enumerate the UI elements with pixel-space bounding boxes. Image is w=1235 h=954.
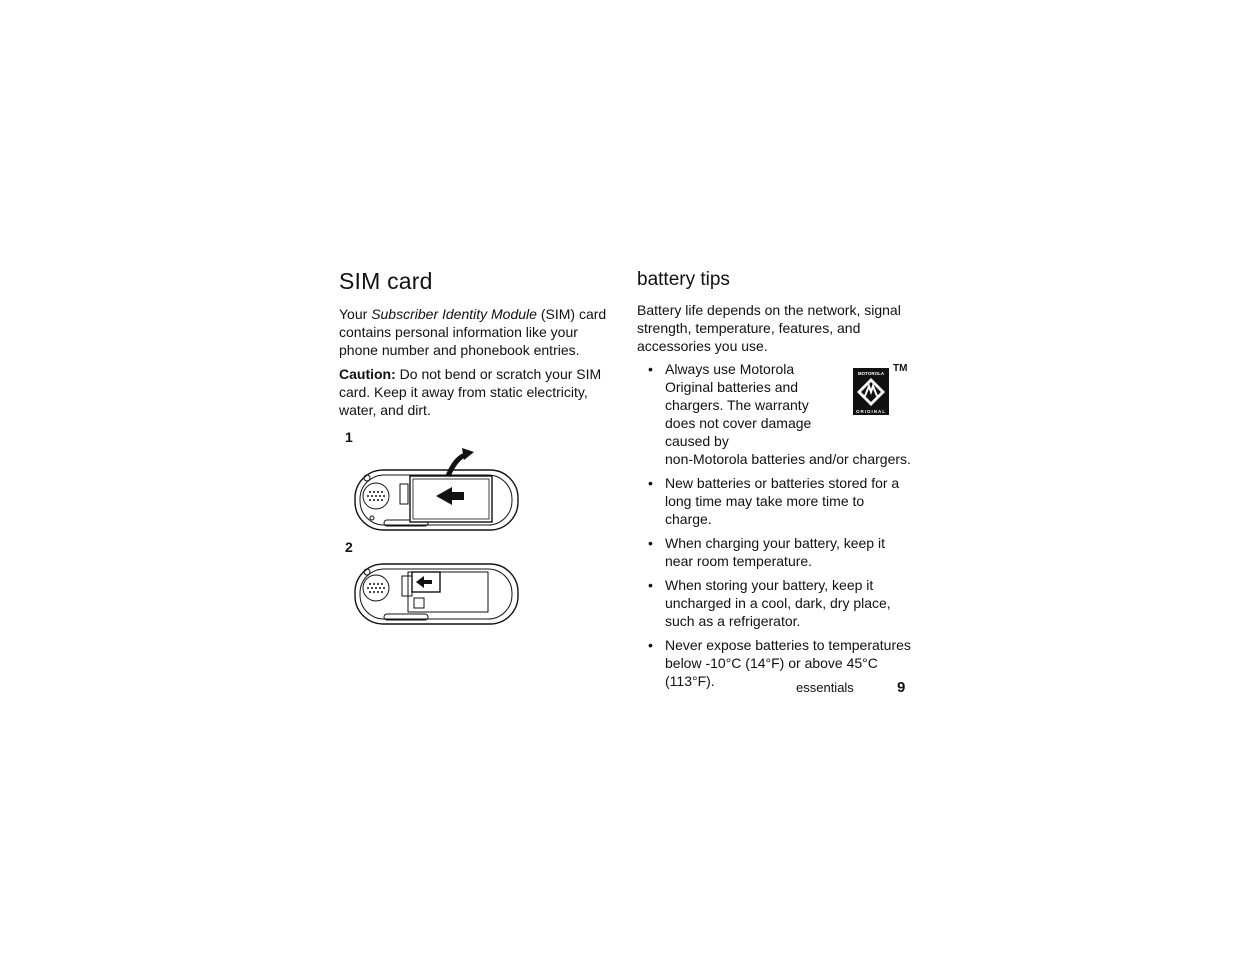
tip1-text: Always use Motorola Original batteries and chargers. The warranty does not cover damage caused by: [665, 361, 812, 449]
list-item: • When charging your battery, keep it near room temperature.: [637, 534, 912, 570]
sim-intro-paragraph: [339, 305, 611, 359]
battery-intro-paragraph: Battery life depends on the network, signal strength, temperature, features, and accessories you use.: [637, 302, 901, 354]
list-item: • Never expose batteries to temperatures below -10°C (14°F) or above 45°C (113°F).: [637, 636, 912, 690]
svg-text:MOTOROLA: MOTOROLA: [857, 371, 885, 376]
intro-suffix: (SIM) card contains personal information like your phone number and phonebook entries.: [339, 306, 607, 358]
caution-paragraph: [339, 365, 611, 419]
step-2-label: 2: [345, 539, 353, 555]
trademark-mark: TM: [893, 363, 908, 374]
caution-text: Do not bend or scratch your SIM card. Keep it away from static electricity, water, and dirt.: [339, 366, 602, 418]
caution-label: Caution:: [339, 366, 396, 382]
motorola-original-logo-icon: [853, 368, 889, 415]
step-1-label: 1: [345, 429, 353, 445]
sim-card-heading: SIM card: [339, 268, 433, 294]
tip1-tail: non-Motorola batteries and/or chargers.: [665, 451, 911, 467]
battery-tips-heading: battery tips: [637, 269, 730, 290]
intro-term: Subscriber Identity Module: [371, 306, 537, 322]
list-item: • New batteries or batteries stored for a long time may take more time to charge.: [637, 474, 912, 528]
sim-card-section: [339, 266, 611, 419]
phone-sim-insert-illustration: [350, 558, 522, 626]
phone-battery-cover-illustration: [350, 448, 522, 532]
list-item: • When storing your battery, keep it uncharged in a cool, dark, dry place, such as a refrigerator.: [637, 576, 912, 630]
battery-tips-section: [637, 266, 912, 690]
intro-prefix: Your: [339, 306, 372, 322]
svg-text:ORIGINAL: ORIGINAL: [856, 409, 886, 414]
page-number: 9: [897, 679, 906, 696]
footer-section-label: essentials: [796, 680, 854, 695]
